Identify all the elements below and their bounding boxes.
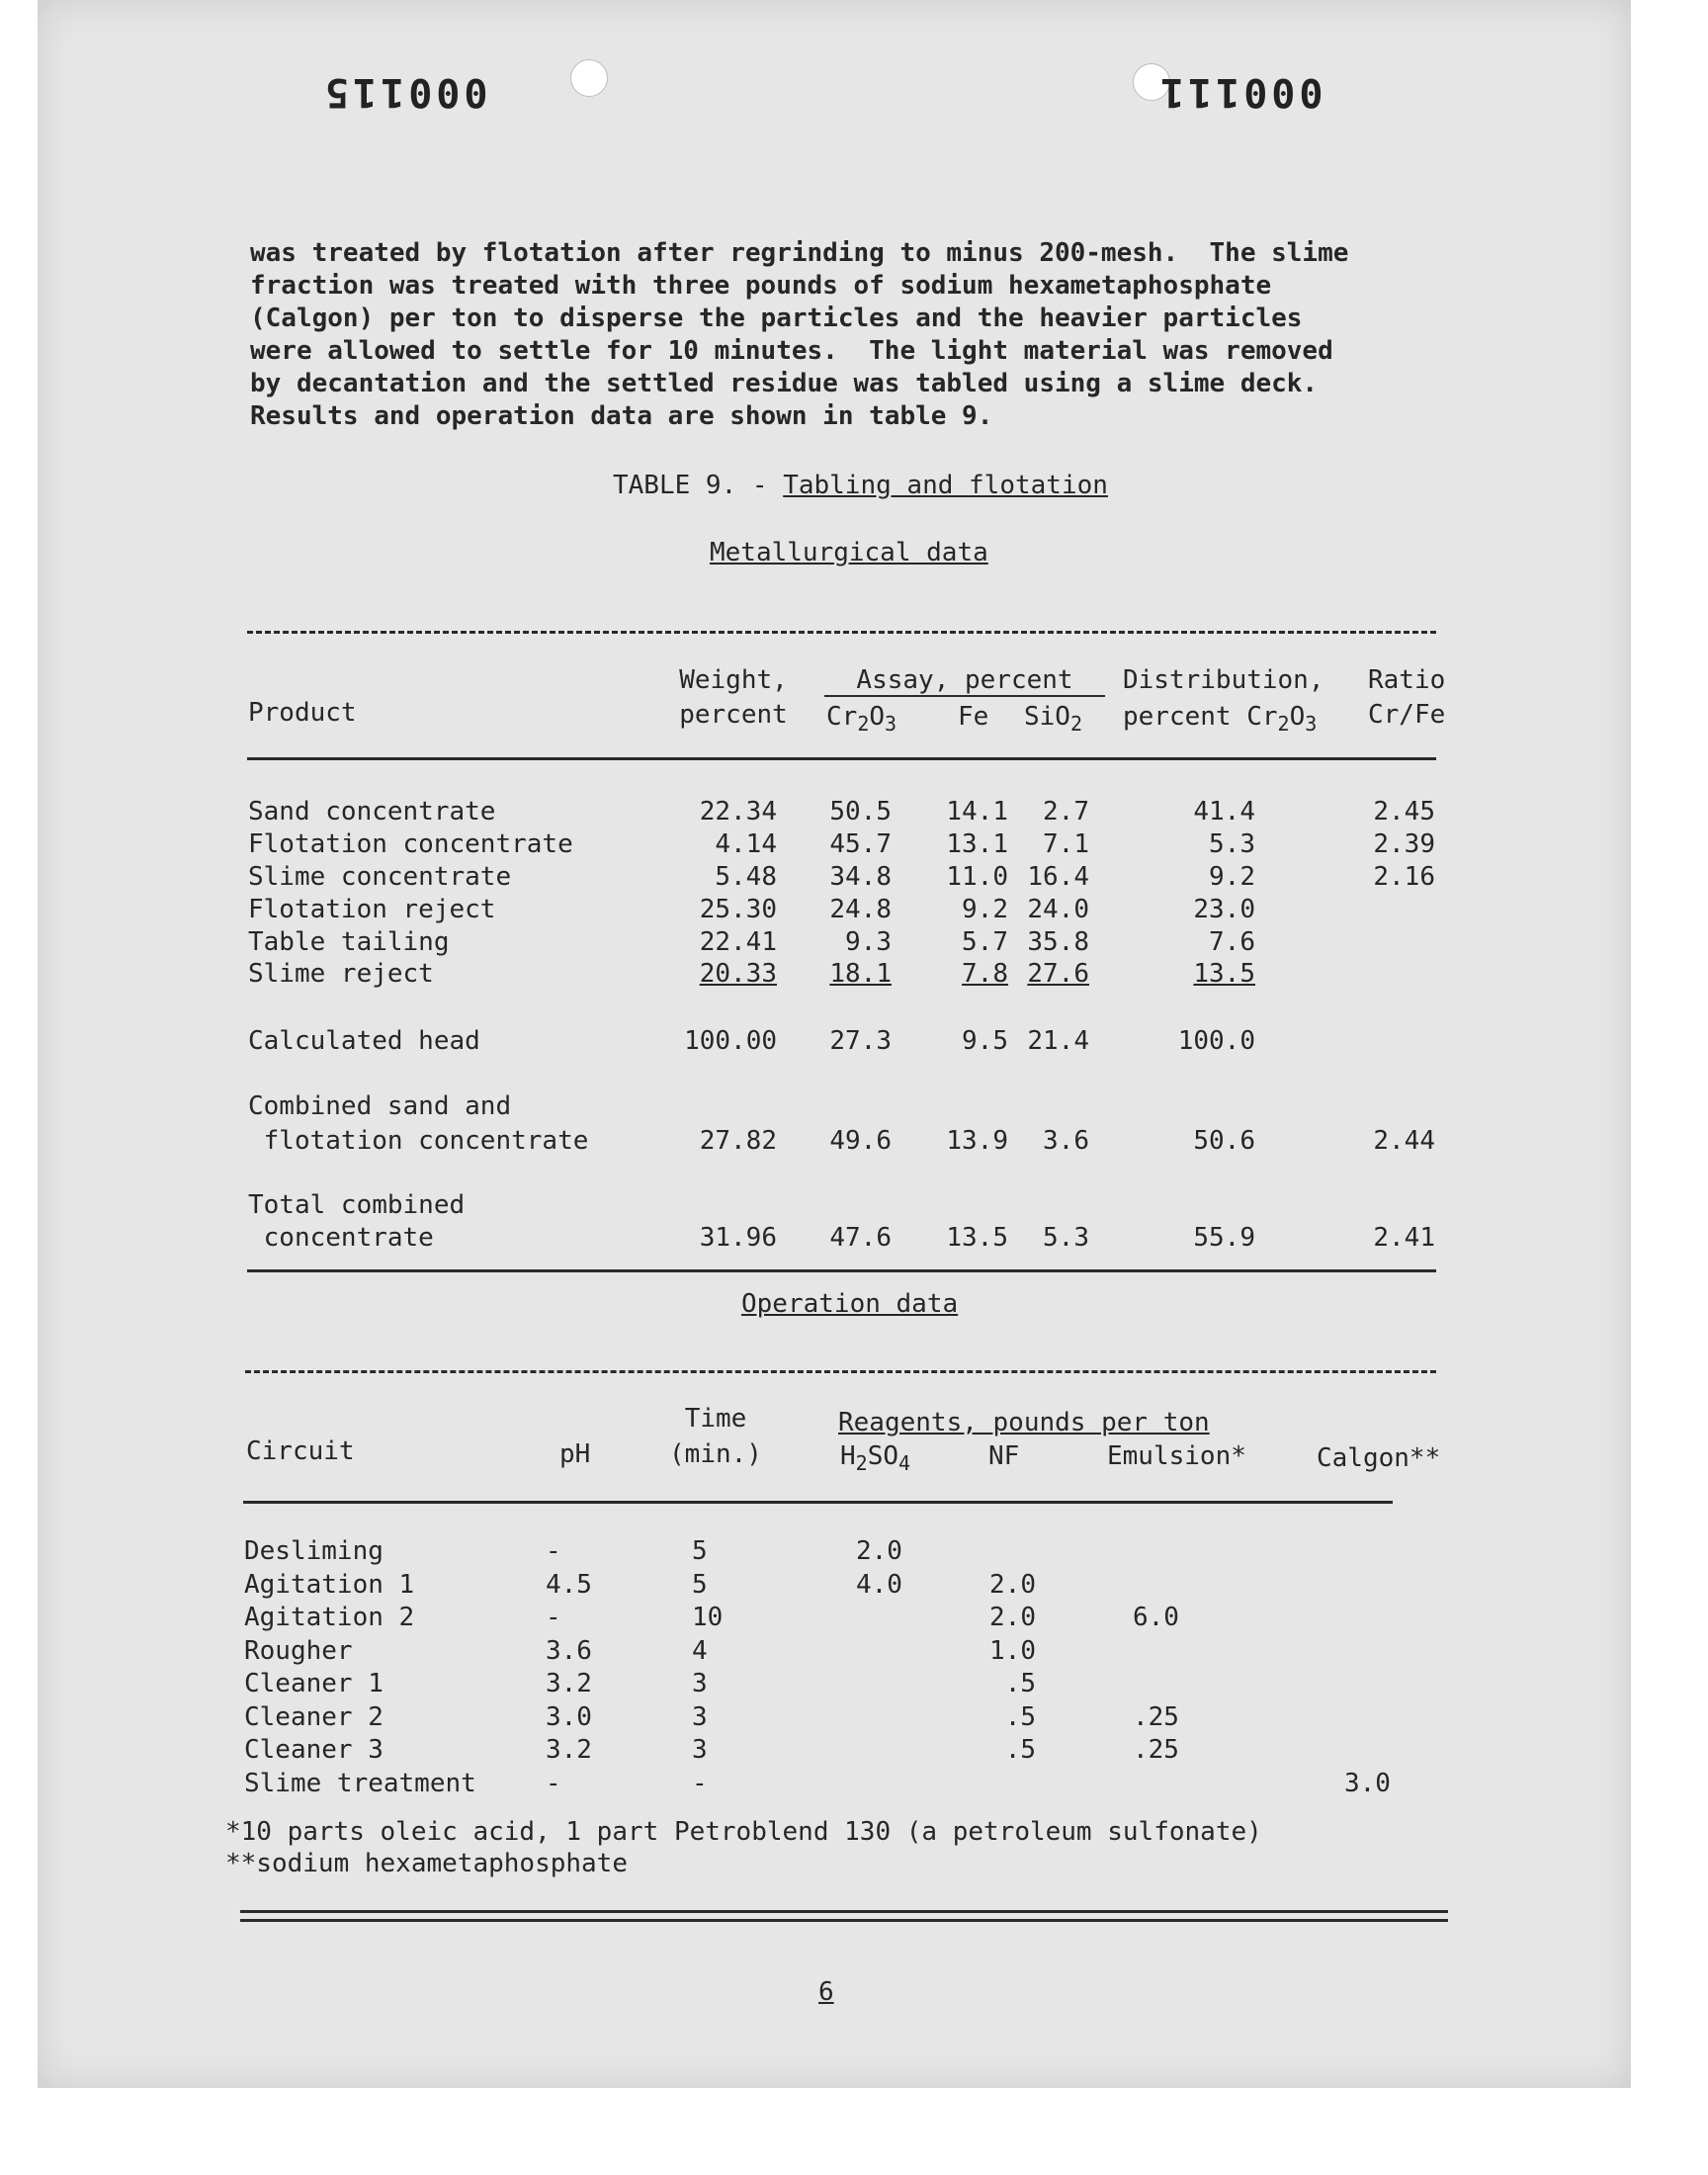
cell-time: 3 [692,1702,708,1732]
cell-sio2: 16.4 [1027,862,1089,892]
combined-sand-ratio: 2.44 [1373,1126,1435,1156]
header-cr2o3: $Cr_2O_3$ [826,702,897,736]
cell-ph: 4.5 [546,1570,592,1600]
cell-ratio: 2.39 [1373,829,1435,859]
cell-sio2: 7.1 [1043,829,1089,859]
cell-calgon: 3.0 [1344,1769,1391,1798]
cell-weight: 20.33 [699,959,777,989]
cell-sio2: 24.0 [1027,895,1089,924]
cell-cr2o3: 45.7 [829,829,892,859]
intro-line: fraction was treated with three pounds of sodium hexametaphosphate [250,271,1272,301]
cell-ph: - [546,1769,561,1798]
cell-ph: - [546,1536,561,1566]
cell-weight: 22.34 [699,797,777,826]
table-title [613,471,1108,500]
intro-line: were allowed to settle for 10 minutes. The light material was removed [250,336,1333,366]
cell-fe: 5.7 [962,927,1008,957]
cell-nf: .5 [1004,1669,1036,1698]
cell-nf: 2.0 [989,1570,1036,1600]
header-weight-2: percent [679,700,788,730]
combined-sand-weight: 27.82 [699,1126,777,1156]
metallurgical-bottom-rule [247,1269,1436,1272]
cell-time: 10 [692,1603,724,1632]
calc-head-sio2: 21.4 [1027,1026,1089,1056]
header-time-1: Time [684,1404,747,1434]
cell-circuit: Cleaner 1 [244,1669,384,1698]
intro-paragraph [250,237,1476,433]
operation-top-rule [245,1370,1436,1373]
header-ratio-2: Cr/Fe [1368,700,1446,730]
intro-line: (Calgon) per ton to disperse the particles and the heavier particles [250,304,1303,333]
calc-head-cr2o3: 27.3 [829,1026,892,1056]
total-combined-product-2: concentrate [248,1223,434,1253]
cell-ratio: 2.45 [1373,797,1435,826]
operation-header-rule [243,1501,1393,1504]
bottom-double-rule-1 [240,1910,1448,1913]
cell-circuit: Agitation 2 [244,1603,415,1632]
document-number-stamp-left: 000115 [321,69,488,115]
footnote-emulsion: *10 parts oleic acid, 1 part Petroblend 130 (a petroleum sulfonate) [225,1817,1262,1847]
header-ratio-1: Ratio [1368,665,1446,695]
calc-head-distribution: 100.0 [1177,1026,1255,1056]
cell-sio2: 27.6 [1027,959,1089,989]
total-combined-distribution: 55.9 [1193,1223,1255,1253]
page-number: 6 [818,1977,834,2007]
cell-distribution: 23.0 [1193,895,1255,924]
cell-ratio: 2.16 [1373,862,1435,892]
header-emulsion: Emulsion* [1107,1441,1246,1471]
cell-time: - [692,1769,708,1798]
cell-sio2: 35.8 [1027,927,1089,957]
table-top-rule [247,631,1436,634]
calc-head-product: Calculated head [248,1026,480,1056]
intro-line: by decantation and the settled residue was tabled using a slime deck. [250,369,1319,398]
cell-nf: 2.0 [989,1603,1036,1632]
combined-sand-distribution: 50.6 [1193,1126,1255,1156]
cell-circuit: Rougher [244,1636,353,1666]
cell-weight: 25.30 [699,895,777,924]
cell-ph: 3.0 [546,1702,592,1732]
cell-sio2: 2.7 [1043,797,1089,826]
cell-cr2o3: 9.3 [845,927,892,957]
cell-product: Slime concentrate [248,862,512,892]
cell-weight: 4.14 [715,829,777,859]
cell-emulsion: 6.0 [1133,1603,1179,1632]
header-nf: NF [988,1441,1020,1471]
bottom-double-rule-2 [240,1919,1448,1922]
cell-distribution: 41.4 [1193,797,1255,826]
cell-nf: .5 [1004,1702,1036,1732]
total-combined-sio2: 5.3 [1043,1223,1089,1253]
cell-weight: 5.48 [715,862,777,892]
combined-sand-product-2: flotation concentrate [248,1126,589,1156]
cell-ph: 3.2 [546,1735,592,1765]
cell-weight: 22.41 [699,927,777,957]
header-product: Product [248,698,357,728]
cell-nf: .5 [1004,1735,1036,1765]
cell-circuit: Slime treatment [244,1769,476,1798]
cell-ph: - [546,1603,561,1632]
header-assay-group: Assay, percent [824,665,1105,697]
cell-fe: 11.0 [946,862,1008,892]
header-distribution-2: percent $Cr_2O_3$ [1123,702,1318,736]
footnote-calgon: **sodium hexametaphosphate [225,1849,628,1878]
cell-h2so4: 2.0 [856,1536,902,1566]
cell-cr2o3: 18.1 [829,959,892,989]
cell-circuit: Cleaner 2 [244,1702,384,1732]
cell-cr2o3: 24.8 [829,895,892,924]
header-distribution-1: Distribution, [1123,665,1324,695]
calc-head-fe: 9.5 [962,1026,1008,1056]
calc-head-weight: 100.00 [684,1026,777,1056]
cell-circuit: Desliming [244,1536,384,1566]
cell-fe: 7.8 [962,959,1008,989]
total-combined-weight: 31.96 [699,1223,777,1253]
header-bottom-rule [247,757,1436,760]
cell-time: 4 [692,1636,708,1666]
cell-fe: 13.1 [946,829,1008,859]
cell-distribution: 5.3 [1209,829,1255,859]
operation-heading: Operation data [741,1289,959,1319]
header-time-2: (min.) [669,1439,762,1469]
cell-circuit: Agitation 1 [244,1570,415,1600]
total-combined-ratio: 2.41 [1373,1223,1435,1253]
cell-fe: 9.2 [962,895,1008,924]
cell-time: 3 [692,1669,708,1698]
total-combined-fe: 13.5 [946,1223,1008,1253]
intro-line: Results and operation data are shown in table 9. [250,401,993,431]
cell-product: Table tailing [248,927,450,957]
cell-ph: 3.6 [546,1636,592,1666]
header-weight-1: Weight, [679,665,788,695]
intro-line: was treated by flotation after regrinding to minus 200-mesh. The slime [250,238,1349,268]
cell-cr2o3: 50.5 [829,797,892,826]
cell-time: 3 [692,1735,708,1765]
header-h2so4: $H_2SO_4$ [840,1441,911,1475]
document-number-stamp-right: 000111 [1156,69,1324,115]
combined-sand-fe: 13.9 [946,1126,1008,1156]
cell-distribution: 9.2 [1209,862,1255,892]
punch-hole-left [570,59,608,97]
cell-circuit: Cleaner 3 [244,1735,384,1765]
cell-time: 5 [692,1570,708,1600]
table-title-prefix: TABLE 9. - [613,471,784,500]
header-calgon: Calgon** [1317,1443,1441,1473]
cell-product: Flotation concentrate [248,829,573,859]
total-combined-cr2o3: 47.6 [829,1223,892,1253]
cell-time: 5 [692,1536,708,1566]
header-reagents-group: Reagents, pounds per ton [838,1408,1210,1437]
cell-emulsion: .25 [1133,1735,1179,1765]
cell-ph: 3.2 [546,1669,592,1698]
cell-distribution: 13.5 [1193,959,1255,989]
total-combined-product-1: Total combined [248,1190,466,1220]
cell-nf: 1.0 [989,1636,1036,1666]
cell-distribution: 7.6 [1209,927,1255,957]
combined-sand-sio2: 3.6 [1043,1126,1089,1156]
cell-h2so4: 4.0 [856,1570,902,1600]
combined-sand-cr2o3: 49.6 [829,1126,892,1156]
header-circuit: Circuit [246,1436,355,1466]
cell-product: Slime reject [248,959,434,989]
cell-fe: 14.1 [946,797,1008,826]
table-title-text: Tabling and flotation [783,471,1108,500]
cell-product: Sand concentrate [248,797,496,826]
header-sio2: SiO$_2$ [1024,702,1083,736]
cell-cr2o3: 34.8 [829,862,892,892]
metallurgical-heading: Metallurgical data [710,538,988,567]
header-fe: Fe [958,702,989,732]
cell-emulsion: .25 [1133,1702,1179,1732]
header-ph: pH [559,1439,591,1469]
combined-sand-product-1: Combined sand and [248,1091,512,1121]
cell-product: Flotation reject [248,895,496,924]
